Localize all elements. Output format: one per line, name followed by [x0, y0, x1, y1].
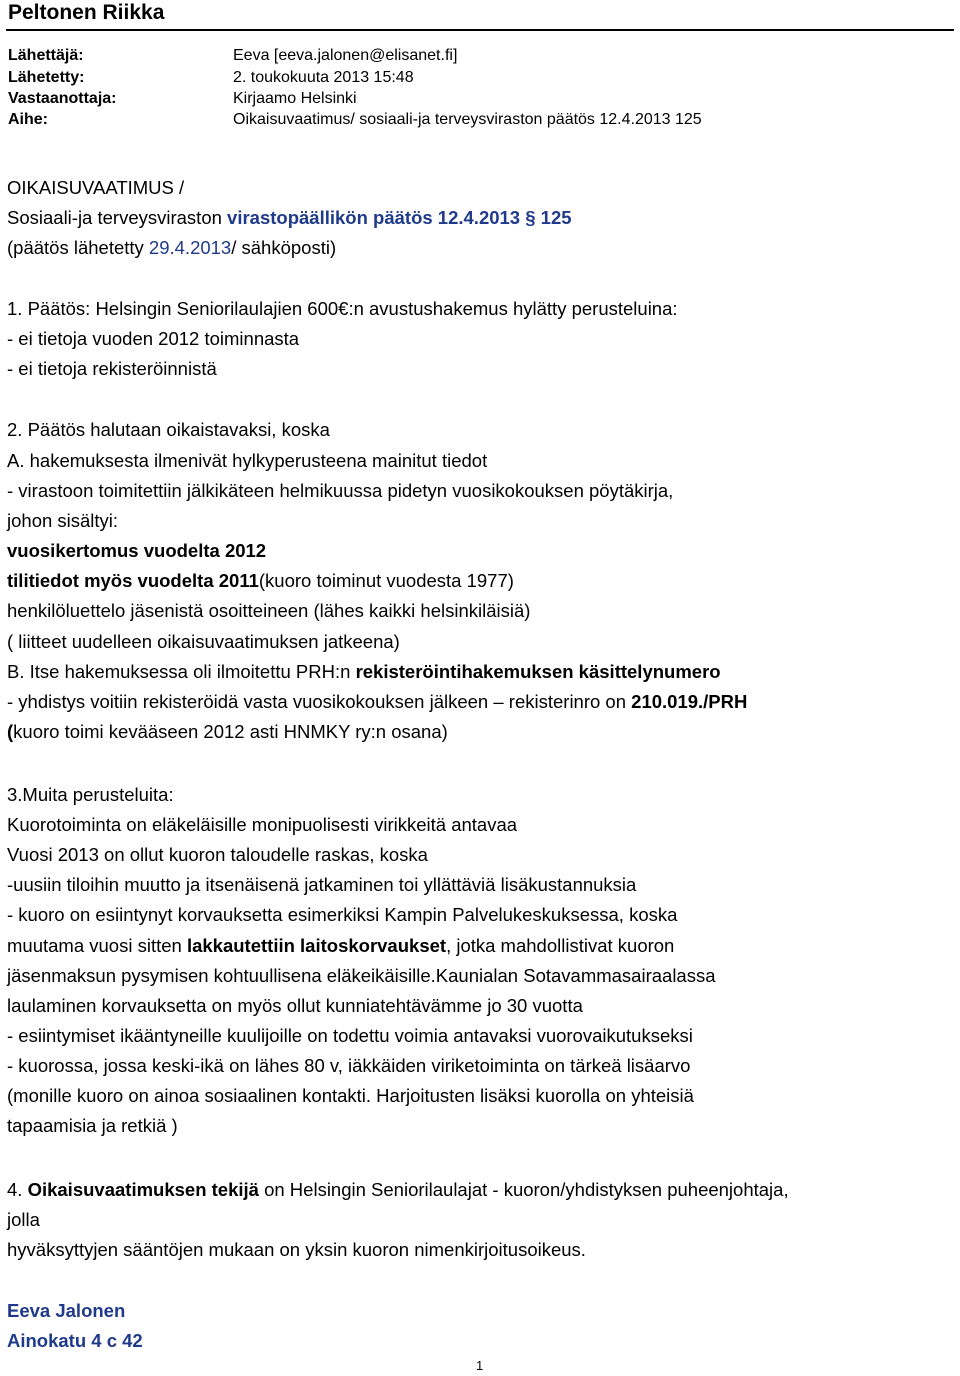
paragraph-line: [7, 569, 514, 593]
paragraph-line: 1. Päätös: Helsingin Seniorilaulajien 600€:n avustushakemus hylätty perusteluina:: [7, 298, 678, 319]
paragraph-line: jolla: [7, 1209, 40, 1230]
paragraph-line: - ei tietoja vuoden 2012 toiminnasta: [7, 328, 300, 349]
paragraph-line: hyväksyttyjen sääntöjen mukaan on yksin kuoron nimenkirjoitusoikeus.: [7, 1239, 586, 1260]
sent-date: 29.4.2013: [148, 237, 232, 258]
signature-name: Eeva Jalonen: [7, 1300, 126, 1321]
paragraph-line: vuosikertomus vuodelta 2012: [7, 540, 267, 561]
text-span: muutama vuosi sitten: [7, 935, 187, 956]
text-span: Oikaisuvaatimuksen tekijä: [27, 1179, 259, 1200]
paragraph-line: [7, 690, 747, 714]
paragraph-line: - esiintymiset ikääntyneille kuulijoille on todettu voimia antavaksi vuorovaikutukseksi: [7, 1025, 693, 1046]
text-span: / sähköposti): [231, 237, 337, 258]
text-span: rekisteröintihakemuksen käsittelynumero: [355, 661, 721, 682]
doc-heading-text: OIKAISUVAATIMUS /: [7, 177, 185, 198]
paragraph-line: 2. Päätös halutaan oikaistavaksi, koska: [7, 419, 330, 440]
doc-sent-info: [7, 236, 336, 260]
text-span: kuoro toimi kevääseen 2012 asti HNMKY ry:n osana): [13, 721, 448, 742]
header-bar: [6, 0, 954, 31]
paragraph-line: - ei tietoja rekisteröinnistä: [7, 358, 217, 379]
header-label: Vastaanottaja:: [8, 90, 117, 107]
paragraph-line: johon sisältyi:: [7, 510, 119, 531]
text-span: lakkautettiin laitoskorvaukset: [186, 935, 447, 956]
text-span: on Helsingin Seniorilaulajat - kuoron/yhdistyksen puheenjohtaja,: [258, 1179, 789, 1200]
paragraph-line: jäsenmaksun pysymisen kohtuullisena eläkeikäisille.Kaunialan Sotavammasairaalassa: [7, 965, 716, 986]
paragraph-line: Kuorotoiminta on eläkeläisille monipuolisesti virikkeitä antavaa: [7, 814, 518, 835]
text-span: B. Itse hakemuksessa oli ilmoitettu PRH:n: [7, 661, 356, 682]
text-span: tilitiedot myös vuodelta 2011: [7, 570, 259, 591]
paragraph-line: [7, 720, 448, 744]
text-span: 4.: [7, 1179, 28, 1200]
page-number: 1: [476, 1358, 484, 1373]
paragraph-line: laulaminen korvauksetta on myös ollut kunniatehtävämme jo 30 vuotta: [7, 995, 583, 1016]
paragraph-line: tapaamisia ja retkiä ): [7, 1115, 178, 1136]
text-span: Sosiaali-ja terveysviraston: [7, 207, 228, 228]
paragraph-line: A. hakemuksesta ilmenivät hylkyperusteena mainitut tiedot: [7, 450, 488, 471]
paragraph-line: (monille kuoro on ainoa sosiaalinen kontakti. Harjoitusten lisäksi kuorolla on yhteisiä: [7, 1085, 694, 1106]
header-title: Peltonen Riikka: [8, 1, 165, 24]
paragraph-line: Vuosi 2013 on ollut kuoron taloudelle raskas, koska: [7, 844, 428, 865]
doc-heading: [7, 176, 184, 200]
header-value: Eeva [eeva.jalonen@elisanet.fi]: [233, 47, 458, 64]
header-label: Aihe:: [8, 111, 48, 128]
paragraph-line: 3.Muita perusteluita:: [7, 784, 174, 805]
text-span: (päätös lähetetty: [7, 237, 149, 258]
text-span: (kuoro toiminut vuodesta 1977): [258, 570, 514, 591]
text-span: (: [7, 721, 14, 742]
paragraph-line: - virastoon toimitettiin jälkikäteen helmikuussa pidetyn vuosikokouksen pöytäkirja,: [7, 480, 674, 501]
header-label: Lähetetty:: [8, 69, 85, 86]
text-span: , jotka mahdollistivat kuoron: [446, 935, 675, 956]
header-value: Oikaisuvaatimus/ sosiaali-ja terveysviraston päätös 12.4.2013 125: [233, 111, 702, 128]
decision-ref: virastopäällikön päätös 12.4.2013: [227, 207, 521, 228]
paragraph-line: - kuorossa, jossa keski-ikä on lähes 80 v, iäkkäiden viriketoiminta on tärkeä lisäarvo: [7, 1055, 691, 1076]
registry-number: 210.019./PRH: [631, 691, 748, 712]
section-ref: § 125: [520, 207, 572, 228]
doc-subheading: [7, 206, 572, 230]
paragraph-line: - kuoro on esiintynyt korvauksetta esimerkiksi Kampin Palvelukeskuksessa, koska: [7, 904, 678, 925]
header-value: 2. toukokuuta 2013 15:48: [233, 69, 414, 86]
signature-address: Ainokatu 4 c 42: [7, 1330, 143, 1351]
paragraph-line: -uusiin tiloihin muutto ja itsenäisenä jatkaminen toi yllättäviä lisäkustannuksia: [7, 874, 637, 895]
paragraph-line: [7, 660, 721, 684]
paragraph-line: [7, 934, 674, 958]
paragraph-line: [7, 1178, 789, 1202]
paragraph-line: henkilöluettelo jäsenistä osoitteineen (lähes kaikki helsinkiläisiä): [7, 600, 531, 621]
header-label: Lähettäjä:: [8, 47, 84, 64]
header-value: Kirjaamo Helsinki: [233, 90, 357, 107]
paragraph-line: ( liitteet uudelleen oikaisuvaatimuksen jatkeena): [7, 631, 400, 652]
text-span: - yhdistys voitiin rekisteröidä vasta vuosikokouksen jälkeen – rekisterinro on: [7, 691, 632, 712]
